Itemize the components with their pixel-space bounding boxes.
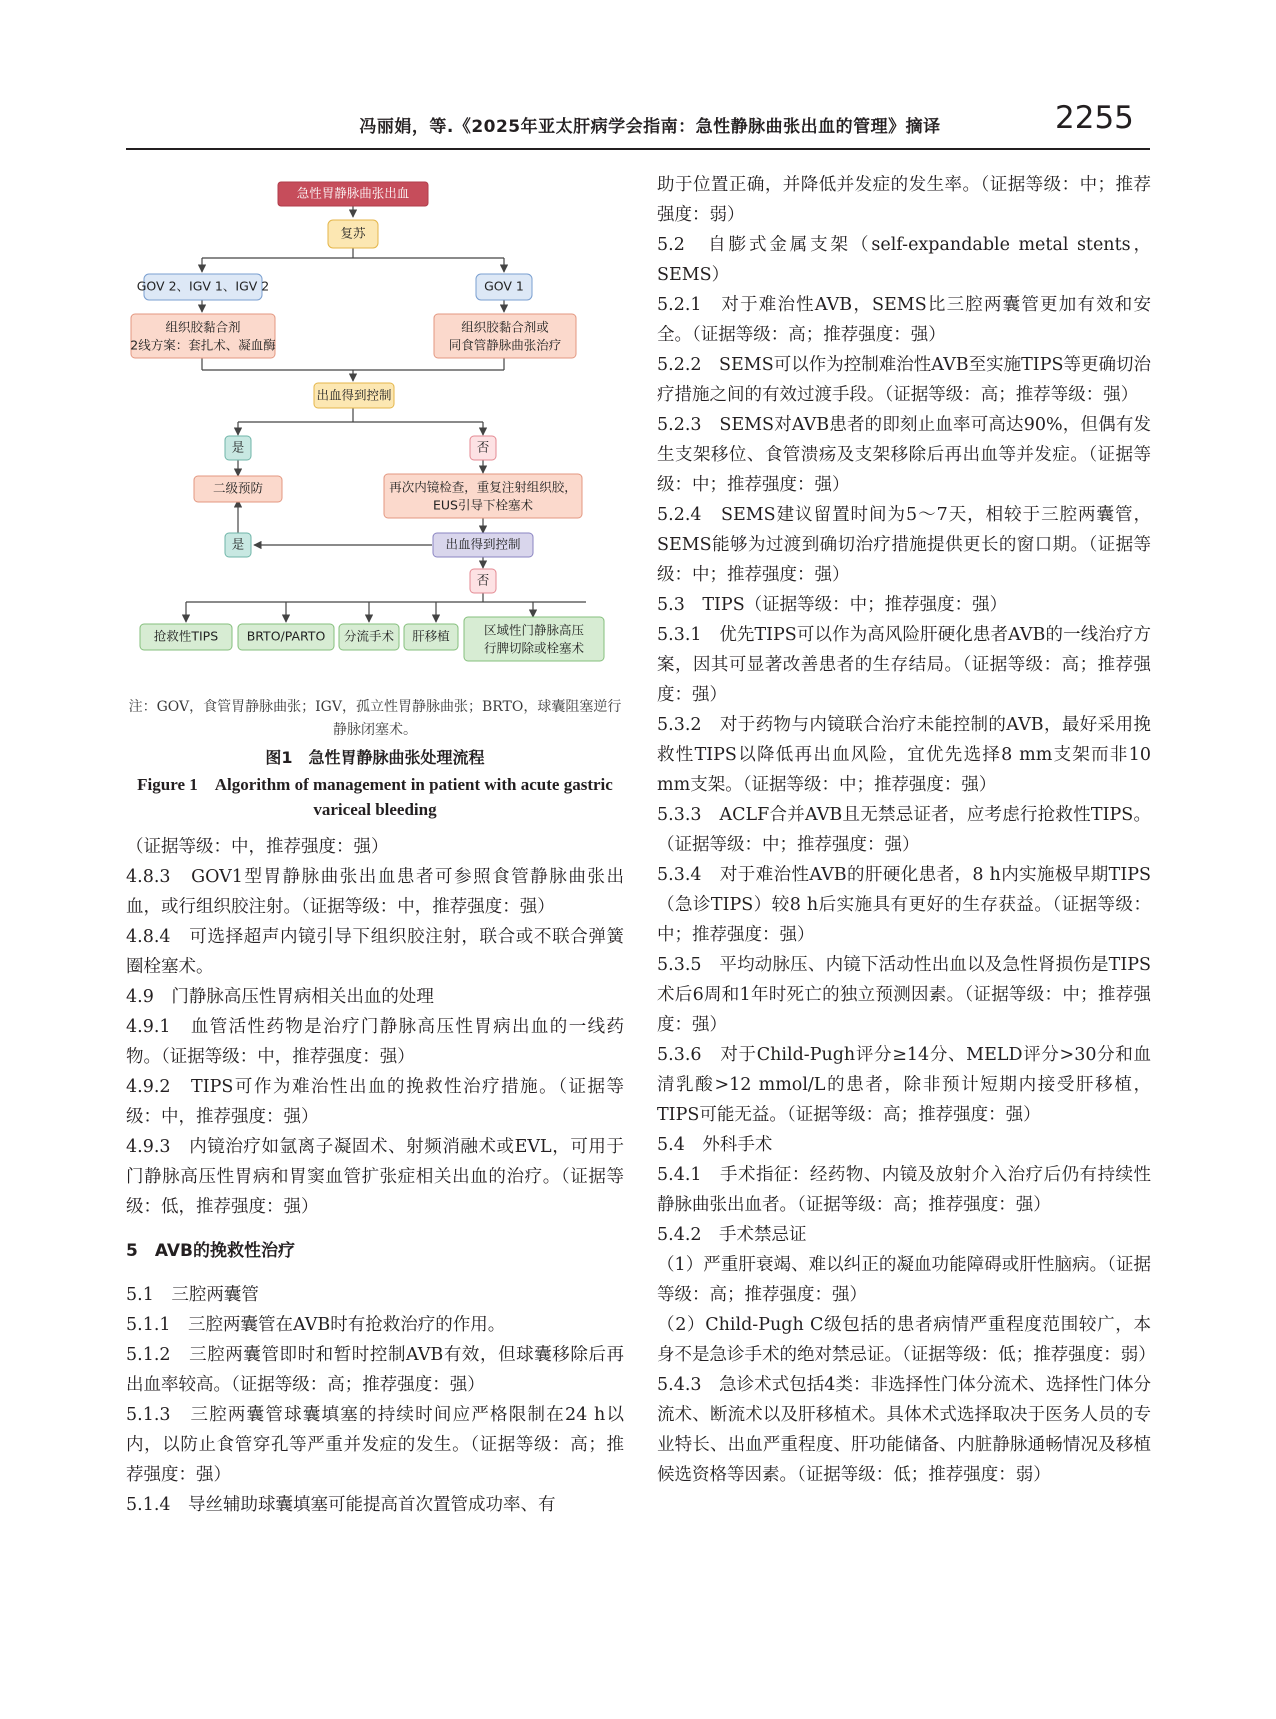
subsection-heading: 5.4.2 手术禁忌证 bbox=[657, 1225, 807, 1245]
node-rescue-tips bbox=[140, 624, 232, 650]
node-secondary-prevention bbox=[194, 476, 282, 502]
paragraph: 5.1.4 导丝辅助球囊填塞可能提高首次置管成功率、有 bbox=[126, 1495, 556, 1515]
left-column bbox=[126, 832, 624, 1520]
node-shunt-surgery bbox=[339, 624, 399, 650]
paragraph: 5.2.2 SEMS可以作为控制难治性AVB至实施TIPS等更确切治疗措施之间的有效过渡手段。（证据等级：高；推荐等级：强） bbox=[657, 355, 1151, 405]
paragraph: 4.9.3 内镜治疗如氩离子凝固术、射频消融术或EVL，可用于门静脉高压性胃病和胃窦血管扩张症相关出血的治疗。（证据等级：低，推荐强度：强） bbox=[126, 1137, 624, 1217]
paragraph: 4.9.1 血管活性药物是治疗门静脉高压性胃病出血的一线药物。（证据等级：中，推荐强度：强） bbox=[126, 1017, 624, 1067]
node-no-2 bbox=[470, 569, 496, 593]
node-gov2-igv bbox=[137, 274, 269, 300]
running-title: 冯丽娟，等.《2025年亚太肝病学会指南：急性静脉曲张出血的管理》摘译 bbox=[359, 117, 941, 137]
svg-text:否: 否 bbox=[476, 572, 490, 588]
svg-text:肝移植: 肝移植 bbox=[412, 628, 450, 644]
paragraph: 5.1.2 三腔两囊管即时和暂时控制AVB有效，但球囊移除后再出血率较高。（证据等级：高；推荐强度：强） bbox=[126, 1345, 624, 1395]
svg-text:区域性门静脉高压: 区域性门静脉高压 bbox=[483, 622, 585, 638]
node-gov1 bbox=[476, 274, 532, 300]
node-resuscitation bbox=[328, 220, 378, 248]
svg-text:是: 是 bbox=[231, 536, 245, 552]
paragraph: 5.4.3 急诊术式包括4类：非选择性门体分流术、选择性门体分流术、断流术以及肝移植术。具体术式选择取决于医务人员的专业特长、出血严重程度、肝功能储备、内脏静脉通畅情况及移植候选资格等因素。（证据等级：低；推荐强度：弱） bbox=[657, 1375, 1151, 1485]
paragraph: 5.3.6 对于Child-Pugh评分≥14分、MELD评分>30分和血清乳酸>12 mmol/L的患者，除非预计短期内接受肝移植，TIPS可能无益。（证据等级：高；推荐强度：强） bbox=[657, 1045, 1151, 1125]
figure-note: 注：GOV，食管胃静脉曲张；IGV，孤立性胃静脉曲张；BRTO，球囊阻塞逆行静脉闭塞术。 bbox=[128, 699, 622, 738]
node-bleeding-controlled-1 bbox=[314, 383, 394, 408]
node-brto-parto bbox=[238, 624, 334, 650]
paragraph: 5.3.1 优先TIPS可以作为高风险肝硬化患者AVB的一线治疗方案，因其可显著改善患者的生存结局。（证据等级：高；推荐强度：强） bbox=[657, 625, 1151, 705]
svg-text:二级预防: 二级预防 bbox=[212, 480, 264, 496]
paragraph: （证据等级：中，推荐强度：强） bbox=[126, 837, 389, 857]
paragraph: 4.8.4 可选择超声内镜引导下组织胶注射，联合或不联合弹簧圈栓塞术。 bbox=[126, 927, 624, 977]
subsection-heading: 5.3 TIPS（证据等级：中；推荐强度：强） bbox=[657, 595, 1008, 615]
paragraph: 4.9.2 TIPS可作为难治性出血的挽救性治疗措施。（证据等级：中，推荐强度：强） bbox=[126, 1077, 624, 1127]
subsection-heading: 5.2 自膨式金属支架（self-expandable metal stents，SEMS） bbox=[657, 235, 1151, 285]
svg-text:GOV 1: GOV 1 bbox=[484, 278, 524, 294]
paragraph: （1）严重肝衰竭、难以纠正的凝血功能障碍或肝性脑病。（证据等级：高；推荐强度：强） bbox=[657, 1255, 1151, 1305]
node-regional-portal-hypertension bbox=[464, 617, 604, 661]
svg-text:出血得到控制: 出血得到控制 bbox=[316, 387, 392, 403]
node-yes-2 bbox=[225, 533, 251, 557]
svg-text:是: 是 bbox=[231, 439, 245, 455]
paragraph: 5.3.3 ACLF合并AVB且无禁忌证者，应考虑行抢救性TIPS。（证据等级：中；推荐强度：强） bbox=[657, 805, 1151, 855]
header-rule bbox=[126, 148, 1150, 150]
figure-title-en: Figure 1 Algorithm of management in patient with acute gastric variceal bleeding bbox=[137, 775, 613, 819]
flowchart-edges bbox=[186, 205, 586, 622]
paragraph: 5.2.3 SEMS对AVB患者的即刻止血率可高达90%，但偶有发生支架移位、食管溃疡及支架移除后再出血等并发症。（证据等级：中；推荐强度：强） bbox=[657, 415, 1151, 495]
paragraph: 5.2.1 对于难治性AVB，SEMS比三腔两囊管更加有效和安全。（证据等级：高；推荐强度：强） bbox=[657, 295, 1151, 345]
figure-title-cn: 图1 急性胃静脉曲张处理流程 bbox=[265, 748, 485, 767]
svg-text:再次内镜检查，重复注射组织胶，: 再次内镜检查，重复注射组织胶， bbox=[389, 479, 577, 495]
svg-text:2线方案：套扎术、凝血酶: 2线方案：套扎术、凝血酶 bbox=[130, 337, 276, 353]
paragraph: 5.4.1 手术指征：经药物、内镜及放射介入治疗后仍有持续性静脉曲张出血者。（证据等级：高；推荐强度：强） bbox=[657, 1165, 1151, 1215]
node-glue-b bbox=[434, 314, 576, 358]
svg-text:急性胃静脉曲张出血: 急性胃静脉曲张出血 bbox=[296, 185, 410, 201]
svg-text:复苏: 复苏 bbox=[340, 225, 366, 241]
page-number: 2255 bbox=[1055, 100, 1134, 136]
flowchart bbox=[126, 170, 624, 690]
subsection-heading: 5.1 三腔两囊管 bbox=[126, 1285, 259, 1305]
svg-text:组织胶黏合剂或: 组织胶黏合剂或 bbox=[461, 319, 549, 335]
node-bleeding-controlled-2 bbox=[433, 533, 533, 557]
svg-text:EUS引导下栓塞术: EUS引导下栓塞术 bbox=[433, 497, 533, 513]
node-glue-a bbox=[130, 314, 276, 358]
paragraph: 5.1.3 三腔两囊管球囊填塞的持续时间应严格限制在24 h以内，以防止食管穿孔等严重并发症的发生。（证据等级：高；推荐强度：强） bbox=[126, 1405, 624, 1485]
svg-text:否: 否 bbox=[476, 439, 490, 455]
svg-text:抢救性TIPS: 抢救性TIPS bbox=[153, 628, 219, 644]
paragraph: 助于位置正确，并降低并发症的发生率。（证据等级：中；推荐强度：弱） bbox=[657, 175, 1151, 225]
paragraph: 5.3.4 对于难治性AVB的肝硬化患者，8 h内实施极早期TIPS（急诊TIPS）较8 h后实施具有更好的生存获益。（证据等级：中；推荐强度：强） bbox=[657, 865, 1151, 945]
node-start bbox=[278, 182, 428, 206]
svg-text:分流手术: 分流手术 bbox=[343, 628, 395, 644]
svg-text:组织胶黏合剂: 组织胶黏合剂 bbox=[165, 319, 241, 335]
svg-text:GOV 2、IGV 1、IGV 2: GOV 2、IGV 1、IGV 2 bbox=[136, 278, 270, 294]
right-column bbox=[657, 170, 1156, 1490]
node-yes-1 bbox=[225, 436, 251, 460]
node-repeat-endoscopy bbox=[384, 474, 582, 518]
paragraph: 5.3.5 平均动脉压、内镜下活动性出血以及急性肾损伤是TIPS术后6周和1年时死亡的独立预测因素。（证据等级：中；推荐强度：强） bbox=[657, 955, 1151, 1035]
svg-text:行脾切除或栓塞术: 行脾切除或栓塞术 bbox=[483, 640, 585, 656]
paragraph: 5.2.4 SEMS建议留置时间为5～7天，相较于三腔两囊管，SEMS能够为过渡到确切治疗措施提供更长的窗口期。（证据等级：中；推荐强度：强） bbox=[657, 505, 1151, 585]
paragraph: （2）Child-Pugh C级包括的患者病情严重程度范围较广，本身不是急诊手术的绝对禁忌证。（证据等级：低；推荐强度：弱） bbox=[657, 1315, 1156, 1365]
section-heading: 5 AVB的挽救性治疗 bbox=[126, 1241, 295, 1261]
node-no-1 bbox=[470, 436, 496, 460]
node-liver-transplant bbox=[404, 624, 458, 650]
svg-text:BRTO/PARTO: BRTO/PARTO bbox=[246, 628, 326, 644]
svg-text:同食管静脉曲张治疗: 同食管静脉曲张治疗 bbox=[448, 337, 562, 353]
paragraph: 5.3.2 对于药物与内镜联合治疗未能控制的AVB，最好采用挽救性TIPS以降低再出血风险，宜优先选择8 mm支架而非10 mm支架。（证据等级：中；推荐强度：强） bbox=[657, 715, 1151, 795]
subsection-heading: 5.4 外科手术 bbox=[657, 1135, 773, 1155]
paragraph: 4.8.3 GOV1型胃静脉曲张出血患者可参照食管静脉曲张出血，或行组织胶注射。（证据等级：中，推荐强度：强） bbox=[126, 867, 624, 917]
paragraph: 5.1.1 三腔两囊管在AVB时有抢救治疗的作用。 bbox=[126, 1315, 506, 1335]
subsection-heading: 4.9 门静脉高压性胃病相关出血的处理 bbox=[126, 987, 434, 1007]
svg-text:出血得到控制: 出血得到控制 bbox=[445, 536, 521, 552]
